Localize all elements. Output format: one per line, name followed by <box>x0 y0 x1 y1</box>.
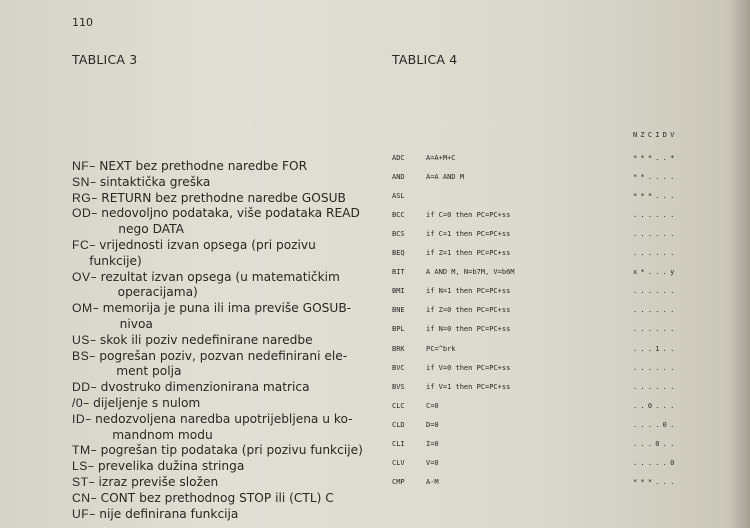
error-description <box>85 412 372 444</box>
opcode-flags: .....0 <box>633 458 678 467</box>
error-description <box>89 475 372 491</box>
opcode-mnemonic: BVS <box>392 382 405 391</box>
error-code-row <box>72 270 372 302</box>
opcode-mnemonic: BMI <box>392 287 405 296</box>
opcode-operation: A-M <box>426 477 439 486</box>
error-code-row <box>72 491 372 507</box>
opcode-mnemonic: ASL <box>392 192 405 201</box>
opcode-row <box>392 208 712 222</box>
flags-header: NZCIDV <box>633 131 678 139</box>
error-description-text: – memorija je puna ili ima previše GOSUB- <box>92 301 352 316</box>
error-description <box>88 459 372 475</box>
opcode-operation: A=A AND M <box>426 173 464 182</box>
error-code-list <box>72 159 372 522</box>
error-description <box>93 301 372 333</box>
opcode-operation: if V=1 then PC=PC+ss <box>426 382 511 391</box>
error-description-text: – prevelika dužina stringa <box>87 459 245 474</box>
error-code-row <box>72 396 372 412</box>
opcode-flags: x*...y <box>633 268 678 277</box>
error-description-text: – RETURN bez prethodne naredbe GOSUB <box>91 190 346 205</box>
opcode-row <box>392 322 712 336</box>
opcode-row <box>392 475 712 489</box>
error-code-row <box>72 191 372 207</box>
error-description <box>83 396 372 412</box>
opcode-row <box>392 380 712 394</box>
error-code: ST <box>72 474 89 489</box>
opcode-mnemonic: BNE <box>392 306 405 315</box>
opcode-flags: ...... <box>633 382 678 391</box>
error-code: LS <box>72 459 88 474</box>
error-description <box>91 491 372 507</box>
opcode-operation: PC=^brk <box>426 344 456 353</box>
error-description-text: – sintaktička greška <box>89 174 211 189</box>
opcode-operation: if Z=1 then PC=PC+ss <box>426 249 511 258</box>
opcode-row <box>392 170 712 184</box>
opcode-operation: if V=0 then PC=PC+ss <box>426 363 511 372</box>
error-code-row <box>72 333 372 349</box>
opcode-row <box>392 151 712 165</box>
error-code: CN <box>72 490 91 505</box>
opcode-flags: ...... <box>633 287 678 296</box>
opcode-mnemonic: BIT <box>392 268 405 277</box>
error-code: NF <box>72 159 90 173</box>
opcode-mnemonic: BEQ <box>392 249 405 258</box>
opcode-flags: ...... <box>633 363 678 372</box>
error-description-text: – nedovoljno podataka, više podataka READ <box>91 206 360 221</box>
opcode-operation: if N=0 then PC=PC+ss <box>426 325 511 334</box>
error-code: RG <box>72 190 92 205</box>
opcode-flags: ...... <box>633 230 678 239</box>
error-code-row <box>72 301 372 333</box>
error-description-continuation: nego DATA <box>118 222 184 237</box>
error-description <box>91 206 372 238</box>
error-code-row <box>72 175 372 191</box>
opcode-mnemonic: CLI <box>392 439 405 448</box>
opcode-row <box>392 399 712 413</box>
page-number: 110 <box>72 16 93 29</box>
error-code-row <box>72 412 372 444</box>
error-description-text: – vrijednosti izvan opsega (pri pozivu funkcije) <box>89 237 316 268</box>
opcode-row <box>392 418 712 432</box>
opcode-row <box>392 361 712 375</box>
error-code-row <box>72 443 372 459</box>
opcode-row <box>392 284 712 298</box>
error-code: DD <box>72 380 91 395</box>
error-code: UF <box>72 506 90 521</box>
table4-title: TABLICA 4 <box>392 52 458 67</box>
opcode-mnemonic: CLV <box>392 458 405 467</box>
error-description-continuation: mandnom modu <box>112 427 213 442</box>
error-code: FC <box>72 237 90 252</box>
error-code: TM <box>72 443 91 458</box>
error-description <box>89 349 372 381</box>
error-description-continuation: operacijama) <box>117 285 198 300</box>
opcode-flags: ***... <box>633 192 678 201</box>
opcode-operation: if C=0 then PC=PC+ss <box>426 211 511 220</box>
error-code: US <box>72 332 90 347</box>
error-description <box>91 191 372 207</box>
opcode-row <box>392 246 712 260</box>
error-code-row <box>72 507 372 523</box>
error-code-row <box>72 159 372 175</box>
opcode-flags: ...1.. <box>633 344 678 353</box>
opcode-row <box>392 437 712 451</box>
error-description <box>91 443 372 459</box>
opcode-row <box>392 265 712 279</box>
page-gutter-shadow <box>728 0 750 528</box>
error-description-text: – pogrešan poziv, pozvan nedefinirani ele- <box>89 348 348 363</box>
opcode-operation: V=0 <box>426 458 439 467</box>
error-description <box>90 175 372 191</box>
error-code: OV <box>72 269 91 284</box>
opcode-row <box>392 189 712 203</box>
opcode-mnemonic: CLC <box>392 401 405 410</box>
error-description-text: – pogrešan tip podataka (pri pozivu funkcije) <box>90 443 363 458</box>
opcode-flags: ***... <box>633 477 678 486</box>
error-code-row <box>72 238 372 270</box>
opcode-flags: ...... <box>633 306 678 315</box>
error-description-text: – skok ili poziv nedefinirane naredbe <box>89 332 313 347</box>
error-code: OD <box>72 206 92 221</box>
error-description <box>89 507 372 523</box>
opcode-row <box>392 227 712 241</box>
opcode-flags: ...... <box>633 249 678 258</box>
error-code: OM <box>72 301 93 316</box>
opcode-operation: if Z=0 then PC=PC+ss <box>426 306 511 315</box>
error-description-text: – nedozvoljena naredba upotrijebljena u ko- <box>85 411 353 426</box>
opcode-flags: ..0... <box>633 401 678 410</box>
opcode-flags: ***..* <box>633 154 678 162</box>
opcode-mnemonic: BCS <box>392 230 405 239</box>
opcode-flags: ...... <box>633 211 678 220</box>
error-code-row <box>72 459 372 475</box>
opcode-operation: if C=1 then PC=PC+ss <box>426 230 511 239</box>
error-code-row <box>72 475 372 491</box>
error-description <box>89 159 372 175</box>
error-code: /0 <box>72 395 84 410</box>
opcode-flags: ...0.. <box>633 439 678 448</box>
error-code-row <box>72 206 372 238</box>
opcode-mnemonic: BVC <box>392 363 405 372</box>
opcode-row <box>392 342 712 356</box>
opcode-mnemonic: BRK <box>392 344 405 353</box>
error-description-continuation: ment polja <box>116 364 182 379</box>
error-description-text: – nije definirana funkcija <box>89 506 239 521</box>
error-description <box>89 238 372 270</box>
opcode-flags: ....0. <box>633 420 678 429</box>
error-description-continuation: nivoa <box>119 316 153 331</box>
opcode-operation: A AND M, N=b7M, V=b6M <box>426 268 515 277</box>
error-description-text: – dvostruko dimenzionirana matrica <box>90 380 310 395</box>
opcode-row <box>392 303 712 317</box>
opcode-operation: D=0 <box>426 420 439 429</box>
opcode-operation: I=0 <box>426 439 439 448</box>
opcode-mnemonic: ADC <box>392 154 405 162</box>
opcode-flags: ...... <box>633 325 678 334</box>
error-description <box>90 333 372 349</box>
error-code: SN <box>72 174 90 189</box>
error-code-row <box>72 349 372 381</box>
opcode-operation: if N=1 then PC=PC+ss <box>426 287 511 296</box>
opcode-mnemonic: BPL <box>392 325 405 334</box>
error-description-text: – CONT bez prethodnog STOP ili (CTL) C <box>90 490 334 505</box>
error-description <box>91 270 372 302</box>
opcode-mnemonic: CLD <box>392 420 405 429</box>
error-code-row <box>72 380 372 396</box>
opcode-row <box>392 456 712 470</box>
opcode-flags: **.... <box>633 173 678 182</box>
table3-title: TABLICA 3 <box>72 52 138 67</box>
error-description-text: – dijeljenje s nulom <box>83 395 201 410</box>
error-description <box>91 380 372 396</box>
error-description-text: – rezultat izvan opsega (u matematičkim <box>90 269 340 284</box>
error-code: ID <box>72 411 86 426</box>
opcode-mnemonic: AND <box>392 173 405 182</box>
opcode-operation: C=0 <box>426 401 439 410</box>
error-description-text: – NEXT bez prethodne naredbe FOR <box>89 159 308 173</box>
error-code: BS <box>72 348 90 363</box>
opcode-mnemonic: CMP <box>392 477 405 486</box>
opcode-operation: A=A+M+C <box>426 154 456 162</box>
error-description-text: – izraz previše složen <box>88 474 219 489</box>
opcode-mnemonic: BCC <box>392 211 405 220</box>
